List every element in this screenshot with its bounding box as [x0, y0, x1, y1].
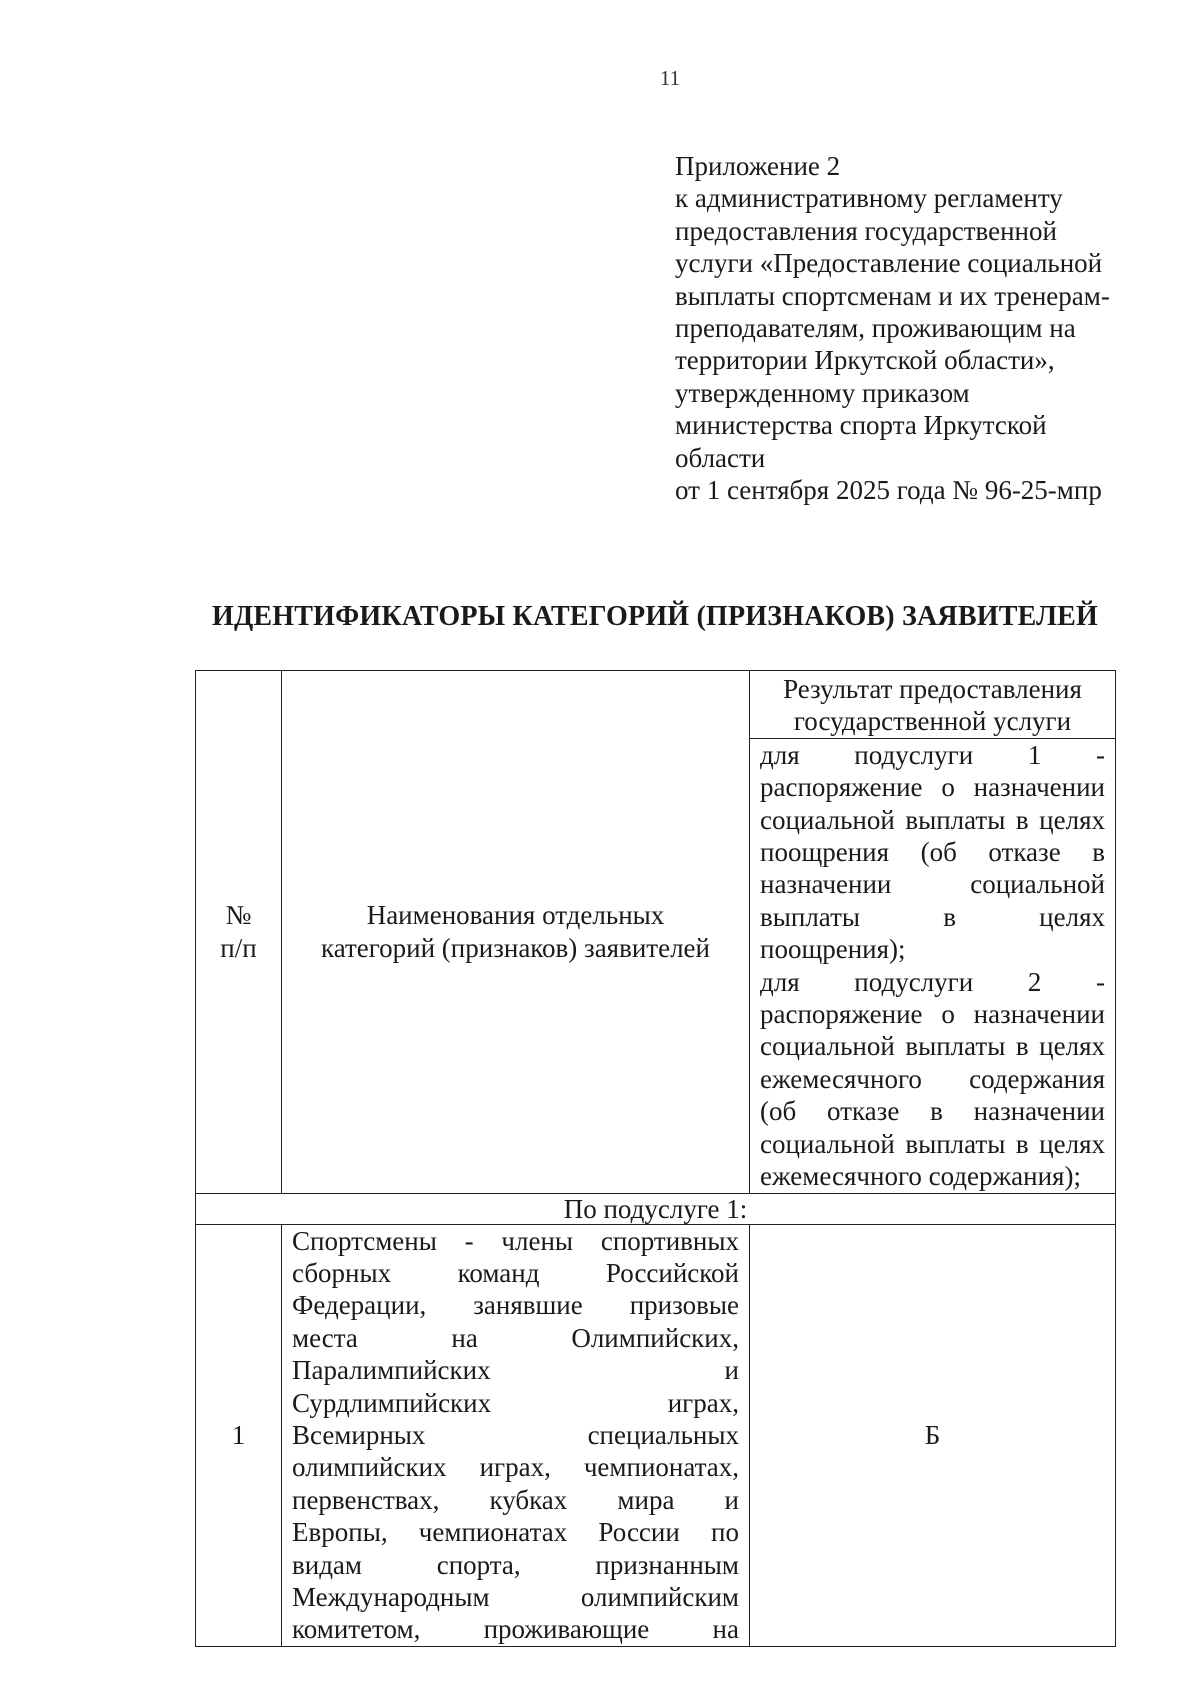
appendix-block — [675, 150, 1175, 506]
header-result-label: государственной услуги — [793, 706, 1072, 737]
row-result-cell: Б — [750, 1224, 1116, 1646]
appendix-line: услуги «Предоставление социальной — [675, 248, 1103, 279]
header-number-cell — [196, 671, 282, 1194]
row-name-line: Федерации, занявшие призовые — [292, 1290, 739, 1321]
row-name-line: Международным олимпийским — [292, 1581, 739, 1612]
result-detail-line: социальной выплаты в целях — [760, 804, 1105, 835]
categories-table — [195, 670, 1116, 1647]
result-detail-line: назначении социальной — [760, 869, 1105, 900]
section-label: По подуслуге 1: — [196, 1193, 1116, 1224]
result-detail-line: распоряжение о назначении — [760, 999, 1105, 1030]
header-number-label: п/п — [220, 932, 257, 963]
row-name-line: Сурдлимпийских играх, — [292, 1387, 739, 1418]
row-name-line: олимпийских играх, чемпионатах, — [292, 1452, 739, 1483]
header-name-label: Наименования отдельных — [366, 900, 665, 931]
row-name-line: Паралимпийских и — [292, 1355, 739, 1386]
result-detail-line: поощрения (об отказе в — [760, 837, 1105, 868]
appendix-line: преподавателям, проживающим на — [675, 313, 1076, 344]
row-name-line: видам спорта, признанным — [292, 1549, 739, 1580]
result-detail-line: распоряжение о назначении — [760, 772, 1105, 803]
row-name-line: Европы, чемпионатах России по — [292, 1517, 739, 1548]
result-detail-line: выплаты в целях — [760, 901, 1105, 932]
result-detail-line: (об отказе в назначении — [760, 1096, 1105, 1127]
row-name-line: сборных команд Российской — [292, 1257, 739, 1288]
row-name-line: места на Олимпийских, — [292, 1322, 739, 1353]
row-name-line: Всемирных специальных — [292, 1419, 739, 1450]
appendix-line: министерства спорта Иркутской — [675, 410, 1047, 441]
table-row — [196, 1224, 1116, 1646]
appendix-line: Приложение 2 — [675, 151, 841, 181]
section-row — [196, 1193, 1116, 1224]
result-detail-line: для подуслуги 1 - — [760, 739, 1105, 770]
page-number: 11 — [659, 66, 681, 90]
header-result-detail-cell — [750, 738, 1116, 1193]
header-result-label: Результат предоставления — [783, 674, 1082, 704]
appendix-line: выплаты спортсменам и их тренерам- — [675, 280, 1110, 311]
appendix-line: утвержденному приказом — [675, 377, 970, 408]
header-number-label: № — [225, 900, 252, 931]
header-result-cell — [750, 671, 1116, 739]
result-detail-line: для подуслуги 2 - — [760, 966, 1105, 997]
document-title: ИДЕНТИФИКАТОРЫ КАТЕГОРИЙ (ПРИЗНАКОВ) ЗАЯВИТЕЛЕЙ — [211, 601, 1099, 632]
header-name-label: категорий (признаков) заявителей — [320, 932, 710, 963]
appendix-line: предоставления государственной — [675, 215, 1057, 246]
result-detail-line: социальной выплаты в целях — [760, 1031, 1105, 1062]
row-name-line: Спортсмены - члены спортивных — [292, 1225, 739, 1256]
result-detail-line: социальной выплаты в целях — [760, 1128, 1105, 1159]
result-detail-line: поощрения); — [760, 934, 906, 965]
appendix-line: к административному регламенту — [675, 183, 1063, 214]
row-number-cell: 1 — [196, 1224, 282, 1646]
row-name-line: комитетом, проживающие на — [292, 1614, 739, 1645]
table-header-row — [196, 671, 1116, 739]
row-name-cell — [282, 1224, 750, 1646]
result-detail-line: ежемесячного содержания); — [760, 1161, 1081, 1192]
row-name-line: первенствах, кубках мира и — [292, 1484, 739, 1515]
appendix-line: территории Иркутской области», — [675, 345, 1055, 376]
appendix-line: от 1 сентября 2025 года № 96-25-мпр — [675, 475, 1102, 506]
appendix-line: области — [675, 442, 766, 473]
result-detail-line: ежемесячного содержания — [760, 1063, 1105, 1094]
header-name-cell — [282, 671, 750, 1194]
